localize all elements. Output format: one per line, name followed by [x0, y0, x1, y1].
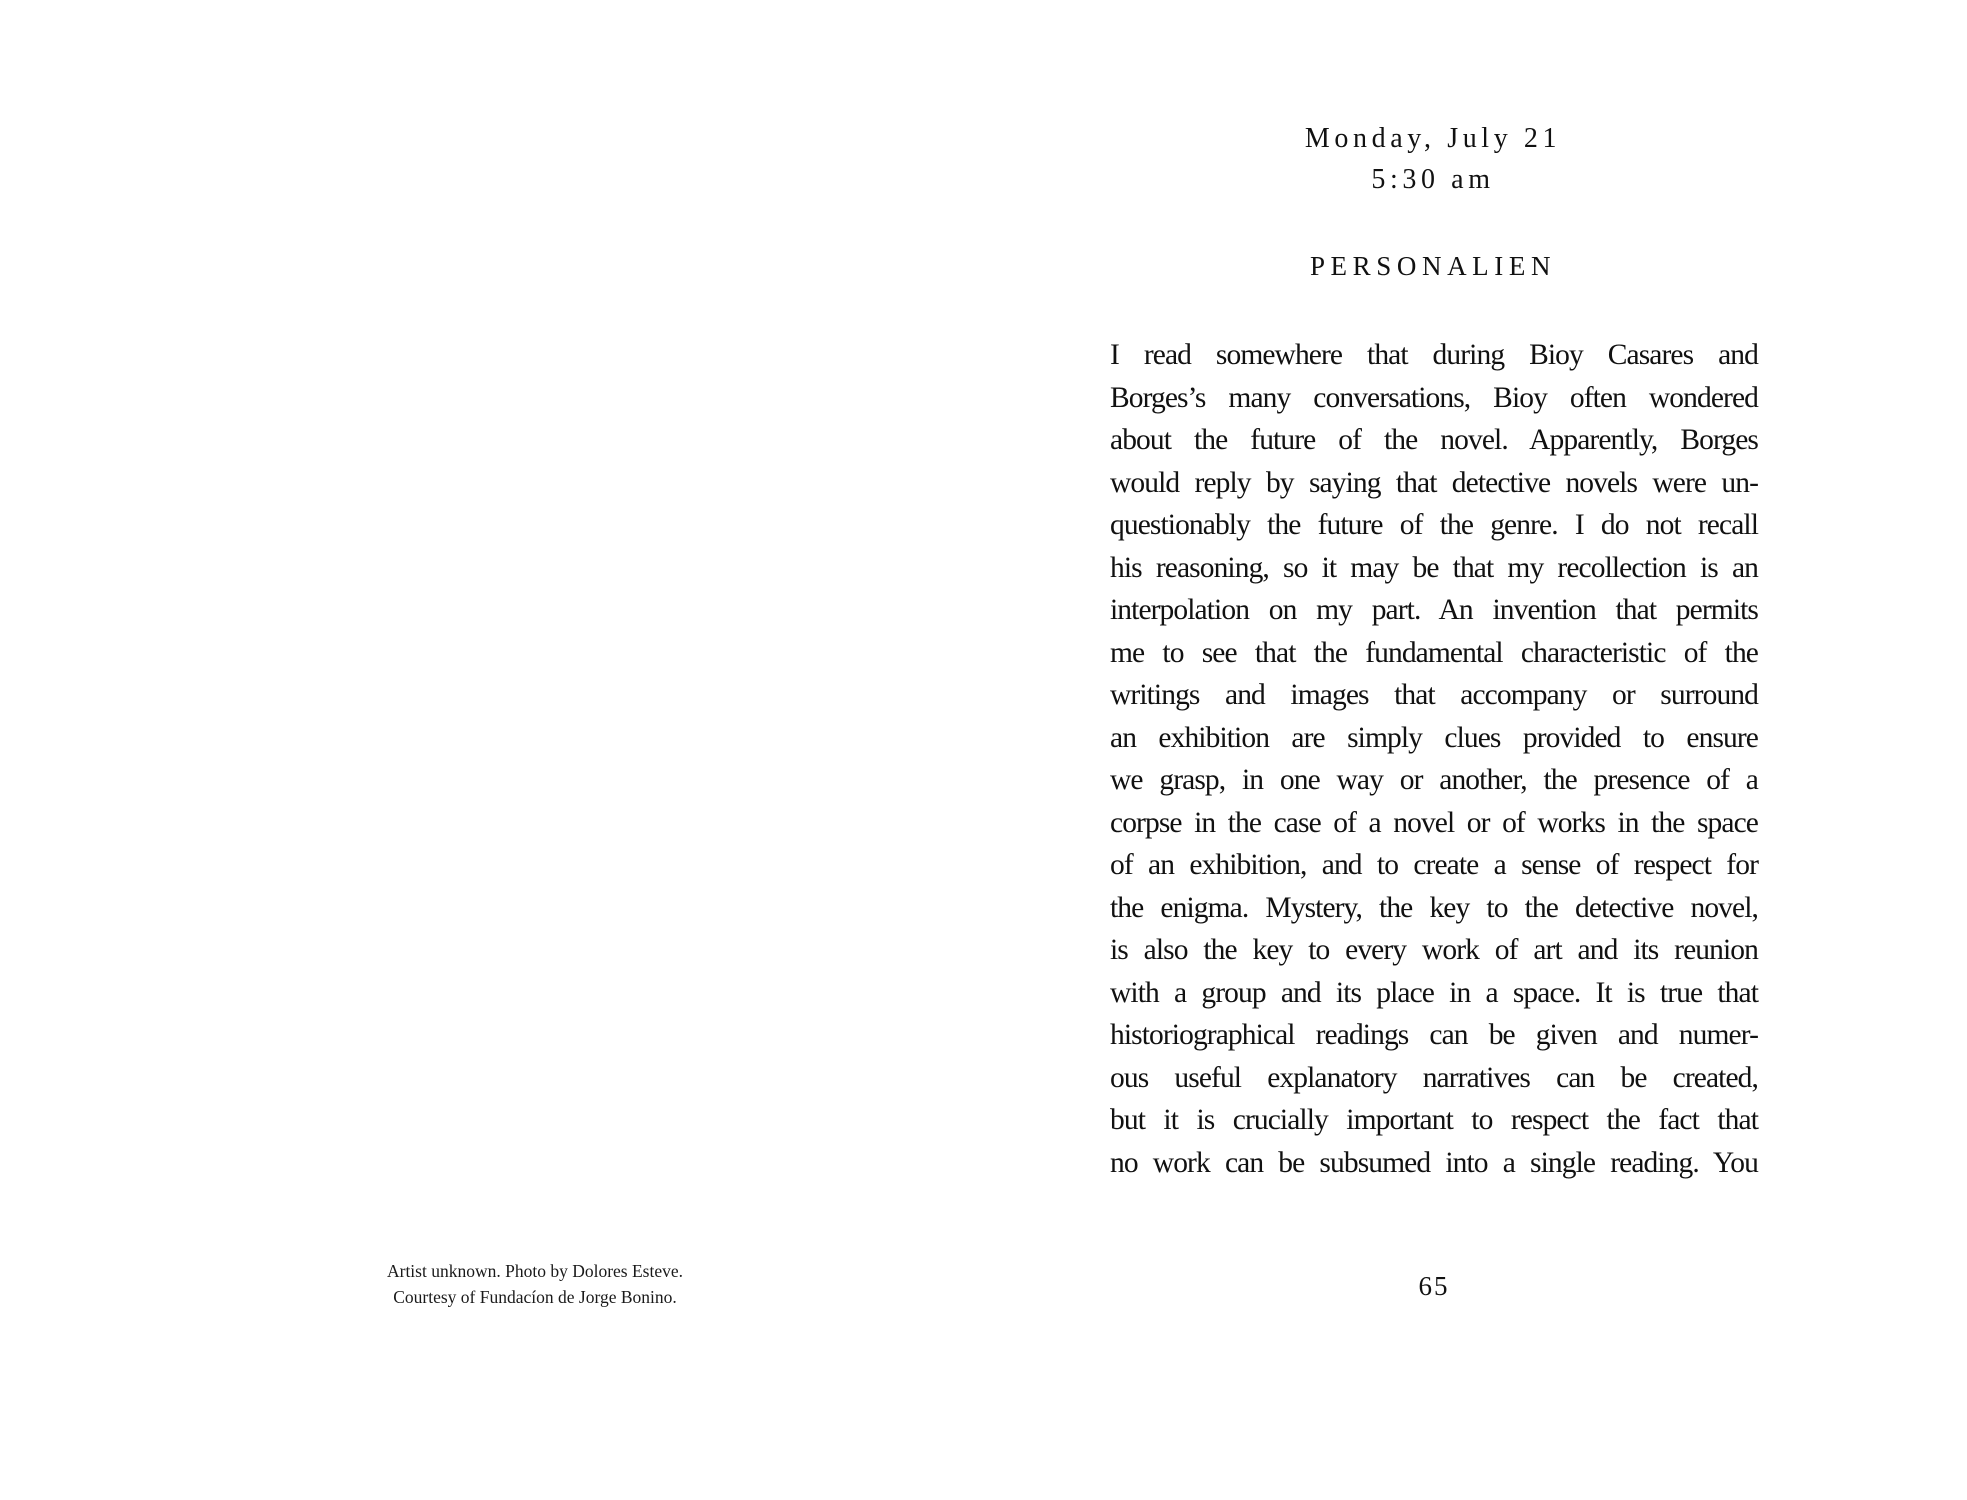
page-number: 65: [1418, 1271, 1450, 1301]
body-line: about the future of the novel. Apparently, Borges: [1110, 424, 1758, 456]
body-line: of an exhibition, and to create a sense of respect for: [1110, 849, 1758, 881]
body-line: with a group and its place in a space. It is true that: [1110, 976, 1758, 1009]
body-line: no work can be subsumed into a single reading. You: [1110, 1146, 1758, 1179]
body-line: we grasp, in one way or another, the presence of a: [1110, 764, 1758, 796]
body-line: writings and images that accompany or surround: [1110, 679, 1758, 711]
body-line: is also the key to every work of art and its reunion: [1110, 934, 1758, 966]
body-line: would reply by saying that detective novels were un-: [1110, 466, 1758, 499]
section-title: PERSONALIEN: [1309, 251, 1557, 281]
entry-time: 5:30 am: [1371, 164, 1495, 195]
caption-line-2: Courtesy of Fundacíon de Jorge Bonino.: [393, 1287, 677, 1307]
body-line: his reasoning, so it may be that my recollection is an: [1110, 551, 1758, 584]
body-line: Borges’s many conversations, Bioy often wondered: [1110, 381, 1758, 414]
photo-caption: [300, 1258, 770, 1310]
body-line: historiographical readings can be given and numer-: [1110, 1019, 1758, 1051]
body-line: interpolation on my part. An invention that permits: [1110, 594, 1758, 626]
entry-date: Monday, July 21: [1304, 123, 1562, 154]
caption-line-1: Artist unknown. Photo by Dolores Esteve.: [386, 1261, 684, 1281]
body-paragraph: [1110, 334, 1758, 1184]
body-line: questionably the future of the genre. I do not recall: [1110, 509, 1758, 541]
body-line: an exhibition are simply clues provided to ensure: [1110, 721, 1758, 754]
body-line: me to see that the fundamental characteristic of the: [1110, 636, 1758, 669]
body-line: the enigma. Mystery, the key to the detective novel,: [1110, 891, 1758, 924]
body-line: but it is crucially important to respect the fact that: [1110, 1104, 1758, 1136]
body-line: ous useful explanatory narratives can be created,: [1110, 1061, 1758, 1094]
body-line: corpse in the case of a novel or of works in the space: [1110, 806, 1758, 839]
body-line: I read somewhere that during Bioy Casares and: [1110, 339, 1758, 371]
